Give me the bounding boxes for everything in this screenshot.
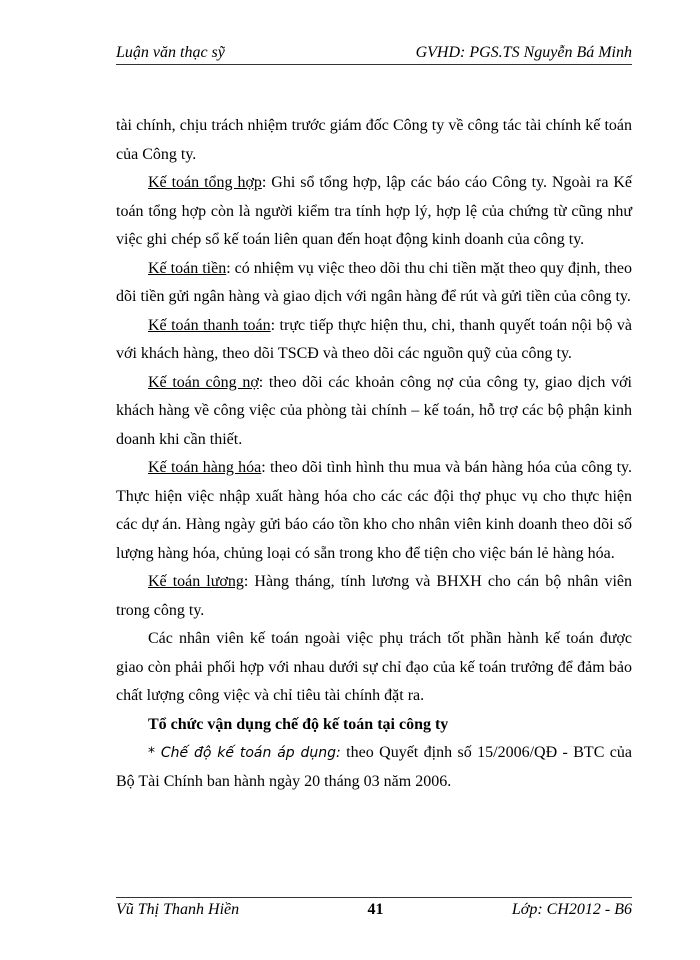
term: Kế toán thanh toán	[148, 316, 271, 334]
paragraph-text: : Hàng tháng, tính lương và BHXH cho cán bộ nhân viên trong công ty.	[116, 573, 632, 619]
paragraph-text: : có nhiệm vụ việc theo dõi thu chi tiền mặt theo quy định, theo dõi tiền gửi ngân hàng và giao dịch với ngân hàng để rút và gửi tiền của công ty.	[116, 259, 632, 305]
paragraph-text: : theo dõi các khoản công nợ của công ty, giao dịch với khách hàng về công việc của phòng tài chính – kế toán, hỗ trợ các bộ phận kinh doanh khi cần thiết.	[116, 373, 633, 448]
paragraph	[116, 568, 632, 625]
section-heading: Tổ chức vận dụng chế độ kế toán tại công ty	[148, 715, 449, 733]
term: Kế toán công nợ	[148, 373, 259, 391]
paragraph	[116, 369, 632, 455]
term: Kế toán hàng hóa	[148, 459, 262, 476]
header-left: Luận văn thạc sỹ	[116, 44, 225, 61]
paragraph-text: : Ghi sổ tổng hợp, lập các báo cáo Công ty. Ngoài ra Kế toán tổng hợp còn là người kiểm tra tính hợp lý, hợp lệ của chứng từ cũng như việc ghi chép sổ kế toán liên quan đến hoạt động kinh doanh của công ty.	[116, 174, 633, 248]
paragraph-text: : trực tiếp thực hiện thu, chi, thanh quyết toán nội bộ và với khách hàng, theo dõi TSCĐ và theo dõi các nguồn quỹ của công ty.	[116, 316, 632, 362]
header-right: GVHD: PGS.TS Nguyễn Bá Minh	[415, 44, 632, 61]
page-header	[116, 38, 632, 65]
term: Kế toán tổng hợp	[148, 174, 262, 191]
paragraph-text: Các nhân viên kế toán ngoài việc phụ trách tốt phần hành kế toán được giao còn phải phối hợp với nhau dưới sự chỉ đạo của kế toán trưởng để đảm bảo chất lượng công việc và chỉ tiêu tài chính đặt ra.	[116, 630, 632, 704]
paragraph-text: : theo dõi tình hình thu mua và bán hàng hóa của công ty. Thực hiện việc nhập xuất hàng hóa cho các các đội thợ phục vụ cho thực hiện các dự án. Hàng ngày gửi báo cáo tồn kho cho nhân viên kinh doanh theo dõi số lượng hàng hóa, chủng loại có sẵn trong kho để tiện cho việc bán lẻ hàng hóa.	[116, 459, 633, 562]
regime-text: theo Quyết định số 15/2006/QĐ - BTC của Bộ Tài Chính ban hành ngày 20 tháng 03 năm 2006.	[116, 744, 632, 790]
paragraph	[116, 169, 632, 255]
footer-author: Vũ Thị Thanh Hiền	[116, 901, 240, 918]
paragraph	[116, 625, 632, 711]
footer-class: Lớp: CH2012 - B6	[511, 901, 632, 918]
paragraph	[116, 255, 632, 312]
regime-paragraph	[116, 739, 632, 796]
paragraph	[116, 112, 632, 169]
page-number: 41	[367, 901, 384, 918]
paragraph	[116, 312, 632, 369]
document-body	[116, 112, 632, 796]
term: Kế toán tiền	[148, 259, 227, 277]
term: Kế toán lương	[148, 573, 244, 590]
paragraph-text: tài chính, chịu trách nhiệm trước giám đốc Công ty về công tác tài chính kế toán của Công ty.	[116, 117, 632, 163]
regime-label: * Chế độ kế toán áp dụng:	[148, 745, 341, 761]
page-footer	[116, 897, 632, 919]
paragraph	[116, 454, 632, 568]
